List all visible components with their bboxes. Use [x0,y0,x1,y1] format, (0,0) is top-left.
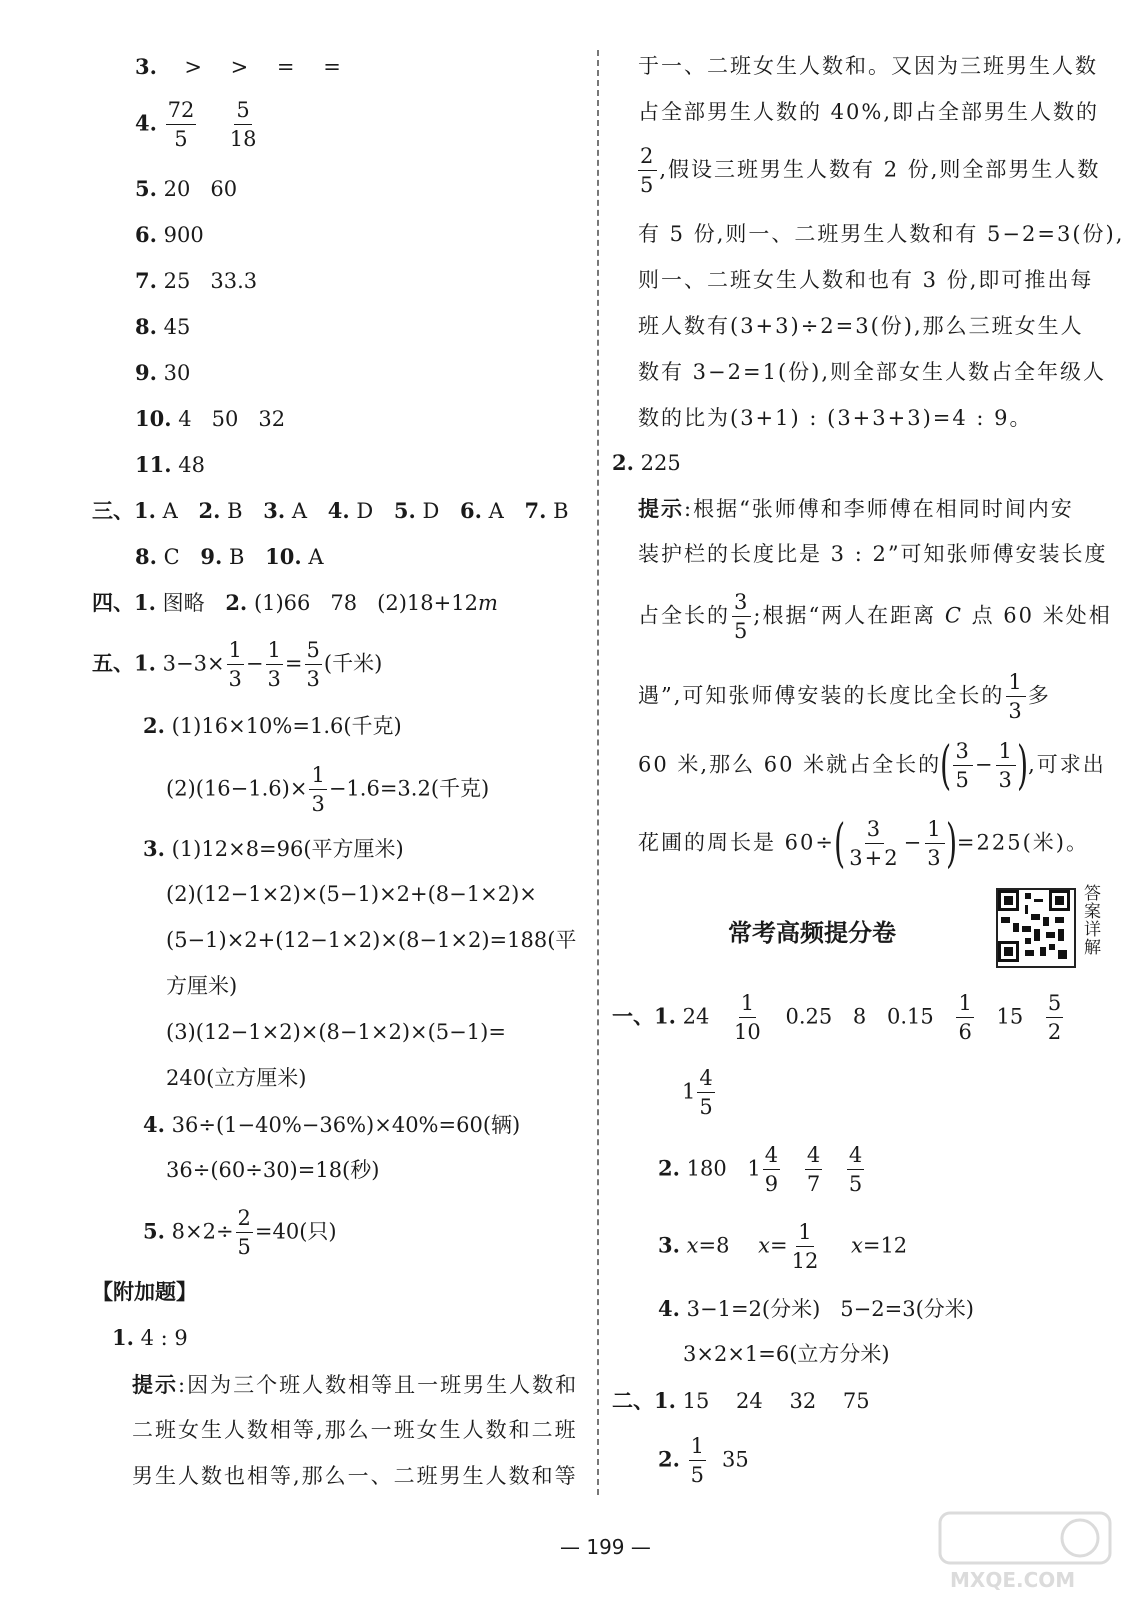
hint-label: 提示 [638,496,684,521]
answer-line-9 [135,362,190,384]
s2-q2: 2. $\frac{1}{5}$ 35 [658,1434,749,1487]
answer-line-7 [135,270,257,292]
section-5-q3a: 3. (1)12×8=96(平方厘米) [143,836,404,861]
fraction: $\frac{3}{5}$ [955,739,971,792]
page-number: — 199 — [560,1535,651,1559]
section-prefix: 三、 [92,498,134,523]
s1-q4b: 3×2×1=6(立方分米) [683,1342,890,1366]
answer-symbol: = [276,55,295,79]
section-prefix: 五、 [92,650,134,676]
section-5-q3d: 方厘米) [166,974,238,998]
fraction: $\frac{1}{10}$ [734,991,761,1044]
fraction: $\frac{5}{3}$ [306,638,320,691]
hint2-line-1: 提示:根据“张师傅和李师傅在相同时间内安 [638,496,1074,521]
section-5-q5: 5. 8×2÷ $\frac{2}{5}$ =40(只) [143,1206,337,1259]
extra-q1: 1. 4 : 9 [112,1325,188,1350]
section-5-q3f: 240(立方厘米) [166,1066,307,1090]
section-3-row-1: 三、1. A 2. B 3. A 4. D 5. D 6. A 7. B [92,498,569,523]
svg-text:MXQE.COM: MXQE.COM [950,1568,1076,1592]
answer-text: 20 60 [163,177,238,201]
text-line: 则一、二班女生人数和也有 3 份,即可推出每 [638,268,1094,292]
text-line: 占全部男生人数的 40%,即占全部男生人数的 [638,100,1100,124]
fraction: $\frac{1}{3}$ [1008,670,1024,723]
fraction: $\frac{1}{12}$ [791,1220,819,1273]
watermark-logo [930,1505,1120,1595]
text-line: 有 5 份,则一、二班男生人数和有 5−2=3(份), [638,222,1125,246]
extra-title: 【附加题】 [92,1280,197,1304]
text-line: 数有 3−2=1(份),则全部女生人数占全年级人 [638,360,1107,384]
answer-symbol: > [184,55,202,79]
answer-text: 45 [163,315,191,339]
item-number: 8. [135,314,157,339]
s1-q1: 一、1. 24 $\frac{1}{10}$ 0.25 8 0.15 $\frac{1}{6}$ 15 $\frac{5}{2}$ [612,991,1062,1044]
hint-line-2: 二班女生人数相等,那么一班女生人数和二班 [132,1418,578,1442]
answer-line-3 [135,56,341,78]
fraction: $\frac{2}{5}$ [640,144,656,197]
item-number: 9. [135,360,157,385]
fraction: $\frac{4}{5}$ [848,1143,863,1196]
hint-line-3: 男生人数也相等,那么一、二班男生人数和等 [132,1464,578,1488]
q2-answer: 2. 225 [612,450,681,475]
hint-line-1: 提示:因为三个班人数相等且一班男生人数和 [132,1372,579,1397]
fraction: $\frac{2}{5}$ [237,1206,251,1259]
section-3-row-2: 8. C 9. B 10. A [135,544,324,569]
column-divider [597,50,599,1495]
answer-line-11 [135,454,205,476]
answer-line-6 [135,224,204,246]
s2-q1: 二、1. 15 24 32 75 [612,1388,870,1413]
fraction: $\frac{1}{6}$ [958,991,972,1044]
fraction: $\frac{1}{5}$ [690,1434,704,1487]
fraction: $\frac{1}{3}$ [998,739,1014,792]
fraction: $\frac{4}{7}$ [806,1143,821,1196]
fraction: $\frac{1}{3}$ [228,638,242,691]
fraction: $\frac{1}{3}$ [311,763,325,816]
answer-line-8 [135,316,190,338]
section-5-q2b: (2)(16−1.6)× $\frac{1}{3}$ −1.6=3.2(千克) [166,763,490,816]
answer-symbol: > [230,55,249,79]
fraction: $\frac{3}{3+2}$ [849,817,900,870]
answer-symbol: = [323,55,341,79]
answer-text: 30 [163,361,191,385]
right-column [610,0,1127,1600]
answer-text: 4 50 32 [178,407,286,431]
answer-text: 900 [163,223,204,247]
section-5-q2a: 2. (1)16×10%=1.6(千克) [143,713,402,738]
section-5-q3c: (5−1)×2+(12−1×2)×(8−1×2)=188(平 [166,928,577,952]
text-line: 数的比为(3+1) : (3+3+3)=4 : 9。 [638,406,1033,430]
item-number: 10. [135,406,172,431]
section-title: 常考高频提分卷 [728,919,896,947]
section-5-q4b: 36÷(60÷30)=18(秒) [166,1158,380,1182]
fraction: $\frac{5}{2}$ [1047,991,1062,1044]
text-line: $\frac{2}{5}$ ,假设三班男生人数有 2 份,则全部男生人数 [640,144,1101,197]
qr-label: 答案详解 [1080,884,1100,956]
fraction: $\frac{1}{3}$ [267,638,281,691]
answer-line-10 [135,408,285,430]
s1-q1-cont: 1 $\frac{4}{5}$ [682,1066,713,1119]
section-5-q4a: 4. 36÷(1−40%−36%)×40%=60(辆) [143,1112,521,1137]
fraction: $\frac{72}{5}$ [167,98,195,151]
section-prefix: 四、 [92,590,134,615]
s1-q4a: 4. 3−1=2(分米) 5−2=3(分米) [658,1296,974,1321]
fraction: $\frac{3}{5}$ [734,590,750,643]
answer-line-5 [135,178,237,200]
fraction: $\frac{5}{18}$ [229,98,257,151]
answer-text: 25 33.3 [163,269,258,293]
item-number: 6. [135,222,157,247]
hint2-line-3: 占全长的 $\frac{3}{5}$ ;根据“两人在距离 C 点 60 米处相 [638,590,1112,643]
section-5-q3e: (3)(12−1×2)×(8−1×2)×(5−1)= [166,1020,506,1044]
fraction: $\frac{4}{9}$ [764,1143,779,1196]
item-number: 11. [135,452,172,477]
hint2-line-4: 遇”,可知张师傅安装的长度比全长的 $\frac{1}{3}$ 多 [638,670,1051,723]
hint2-line-2: 装护栏的长度比是 3 : 2”可知张师傅安装长度 [638,542,1108,566]
section-5-q3b: (2)(12−1×2)×(5−1)×2+(8−1×2)× [166,882,537,906]
hint2-line-6: 花圃的周长是 60÷( $\frac{3}{3+2}$ − $\frac{1}{3}$ )=225(米)。 [638,814,1089,874]
text-line: 班人数有(3+3)÷2=3(份),那么三班女生人 [638,314,1084,338]
section-4: 四、1. 图略 2. (1)66 78 (2)18+12m [92,590,498,615]
text-line: 于一、二班女生人数和。又因为三班男生人数 [638,54,1098,78]
s1-q2: 2. 180 1 $\frac{4}{9}$ $\frac{4}{7}$ $\frac{4}{5}$ [658,1143,863,1196]
qr-code-icon [996,888,1076,968]
item-number: 4. [135,110,157,136]
fraction: $\frac{1}{3}$ [927,817,943,870]
answer-text: 48 [178,453,205,477]
hint2-line-5: 60 米,那么 60 米就占全长的( $\frac{3}{5}$ − $\frac{1}{3}$ ),可求出 [638,736,1106,796]
fraction: $\frac{4}{5}$ [699,1066,713,1119]
item-number: 3. [135,54,157,79]
hint-label: 提示 [132,1372,178,1397]
item-number: 7. [135,268,157,293]
s1-q3: 3. x=8 x= $\frac{1}{12}$ x=12 [658,1220,908,1273]
answer-line-4 [135,100,260,150]
section-5-q1: 五、1. 3−3× $\frac{1}{3}$ − $\frac{1}{3}$ = $\frac{5}{3}$ (千米) [92,638,383,691]
item-number: 5. [135,176,157,201]
